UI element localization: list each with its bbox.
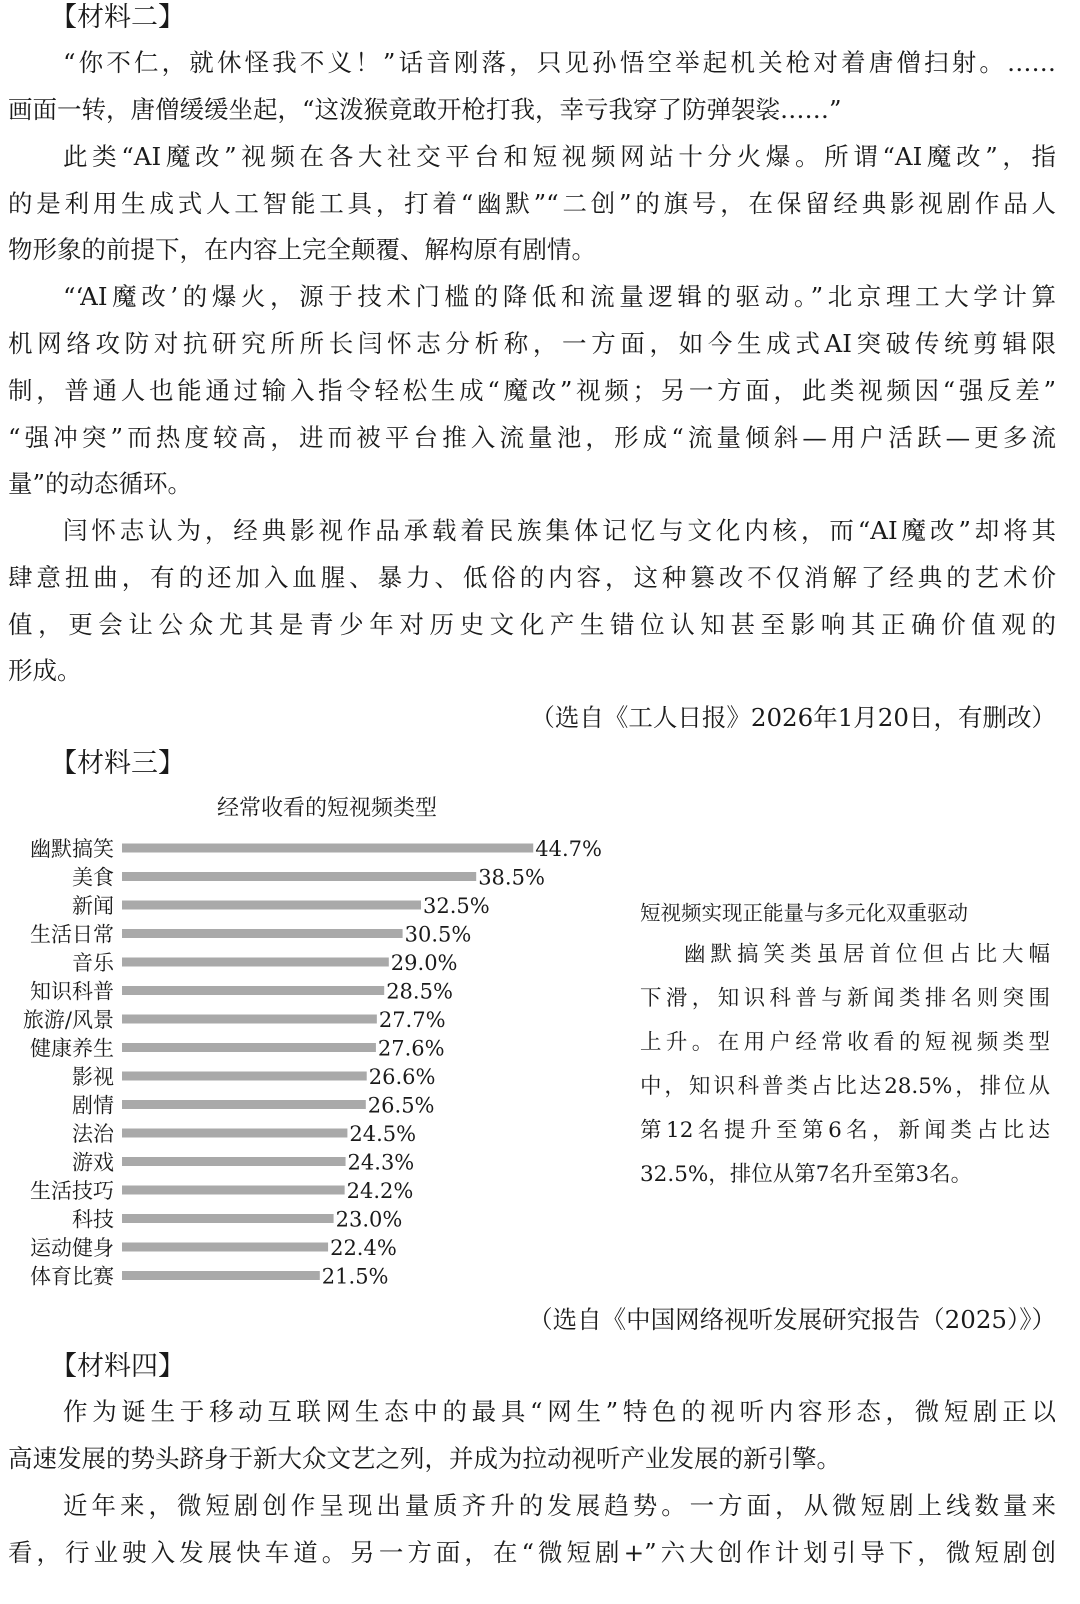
category-label: 影视 [72,1065,114,1089]
value-label: 27.7% [378,1008,446,1032]
material2-line: 物形象的前提下，在内容上完全颠覆、解构原有剧情。 [8,235,596,264]
bar [122,986,384,995]
material4-line: 近年来，微短剧创作呈现出量质齐升的发展趋势。一方面，从微短剧上线数量来 [63,1491,1056,1520]
material4-line: 看，行业驶入发展快车道。另一方面，在“微短剧+”六大创作计划引导下，微短剧创 [8,1538,1056,1567]
value-label: 30.5% [404,922,472,947]
value-label: 24.5% [349,1122,417,1146]
value-label: 23.0% [335,1207,403,1232]
material2-line: 的是利用生成式人工智能工具，打着“幽默”“二创”的旗号，在保留经典影视剧作品人 [8,189,1056,218]
material2-line: 闫怀志认为，经典影视作品承载着民族集体记忆与文化内核，而“AI魔改”却将其 [63,516,1056,545]
value-label: 28.5% [386,979,453,1004]
material4-line: 高速发展的势头跻身于新大众文艺之列，并成为拉动视听产业发展的新引擎。 [8,1444,841,1473]
bar [122,1186,345,1195]
category-label: 健康养生 [30,1036,114,1061]
bar [122,929,403,938]
material2-line: “你不仁，就休怪我不义！”话音刚落，只见孙悟空举起机关枪对着唐僧扫射。…… [63,48,1056,77]
category-label: 剧情 [72,1093,114,1118]
bar [122,1129,347,1138]
category-label: 旅游/风景 [22,1008,114,1032]
material2-line: 量”的动态循环。 [8,469,193,498]
chart-title: 经常收看的短视频类型 [216,796,437,821]
material2-line: 制，普通人也能通过输入指令轻松生成“魔改”视频；另一方面，此类视频因“强反差” [8,376,1056,405]
value-label: 38.5% [478,865,545,890]
value-label: 26.5% [367,1093,435,1118]
value-label: 44.7% [535,837,602,861]
material2-line: 肆意扭曲，有的还加入血腥、暴力、低俗的内容，这种篡改不仅消解了经典的艺术价 [8,563,1056,592]
sidebox-title: 短视频实现正能量与多元化双重驱动 [640,901,968,925]
bar [122,1157,346,1166]
bar [122,844,533,853]
bar [122,1015,377,1024]
bar [122,1072,367,1081]
material2-line: 画面一转，唐僧缓缓坐起，“这泼猴竟敢开枪打我，幸亏我穿了防弹袈裟……” [8,95,842,124]
bar [122,1243,328,1252]
bar-chart [0,832,620,1292]
bar [122,872,476,881]
category-label: 美食 [72,865,114,890]
category-label: 生活技巧 [30,1179,114,1203]
sidebox-line: 32.5%，排位从第7名升至第3名。 [640,1162,973,1187]
bar [122,901,421,910]
material2-line: 值，更会让公众尤其是青少年对历史文化产生错位认知甚至影响其正确价值观的 [8,610,1056,639]
category-label: 体育比赛 [30,1264,114,1289]
category-label: 法治 [72,1122,114,1146]
sidebox-line: 第12名提升至第6名，新闻类占比达 [640,1118,1050,1143]
bar [122,1271,320,1280]
sidebox-line: 下滑，知识科普与新闻类排名则突围 [640,986,1050,1011]
category-label: 知识科普 [30,979,114,1004]
material4-line: 作为诞生于移动互联网生态中的最具“网生”特色的视听内容形态，微短剧正以 [63,1397,1056,1426]
material3-heading: 【材料三】 [50,748,185,779]
sidebox-line: 中，知识科普类占比达28.5%，排位从 [640,1074,1050,1099]
material3-source: （选自《中国网络视听发展研究报告（2025）》） [528,1305,1056,1334]
category-label: 生活日常 [30,922,114,947]
category-label: 科技 [72,1207,114,1232]
category-label: 音乐 [72,951,114,975]
bar [122,1043,376,1052]
material2-line: “强冲突”而热度较高，进而被平台推入流量池，形成“流量倾斜—用户活跃—更多流 [8,423,1056,452]
material2-source: （选自《工人日报》2026年1月20日，有删改） [530,703,1056,732]
value-label: 29.0% [390,951,458,975]
category-label: 新闻 [72,894,114,918]
material2-line: 此类“AI魔改”视频在各大社交平台和短视频网站十分火爆。所谓“AI魔改”，指 [63,142,1056,171]
material2-line: 机网络攻防对抗研究所所长闫怀志分析称，一方面，如今生成式AI突破传统剪辑限 [8,329,1056,358]
material2-heading: 【材料二】 [50,2,185,33]
bar [122,1100,366,1109]
material2-line: 形成。 [8,656,82,685]
bar [122,958,389,967]
material4-heading: 【材料四】 [50,1351,185,1382]
value-label: 26.6% [368,1065,436,1089]
value-label: 21.5% [321,1264,389,1289]
sidebox-line: 幽默搞笑类虽居首位但占比大幅 [684,942,1050,967]
value-label: 27.6% [377,1036,445,1061]
category-label: 游戏 [72,1150,114,1175]
bar [122,1214,334,1223]
material2-line: “‘AI魔改’的爆火，源于技术门槛的降低和流量逻辑的驱动。”北京理工大学计算 [63,282,1056,311]
category-label: 运动健身 [30,1236,114,1260]
category-label: 幽默搞笑 [30,837,114,861]
sidebox-line: 上升。在用户经常收看的短视频类型 [640,1030,1050,1055]
value-label: 32.5% [423,894,490,918]
value-label: 24.3% [347,1150,415,1175]
value-label: 24.2% [346,1179,414,1203]
value-label: 22.4% [330,1236,397,1260]
